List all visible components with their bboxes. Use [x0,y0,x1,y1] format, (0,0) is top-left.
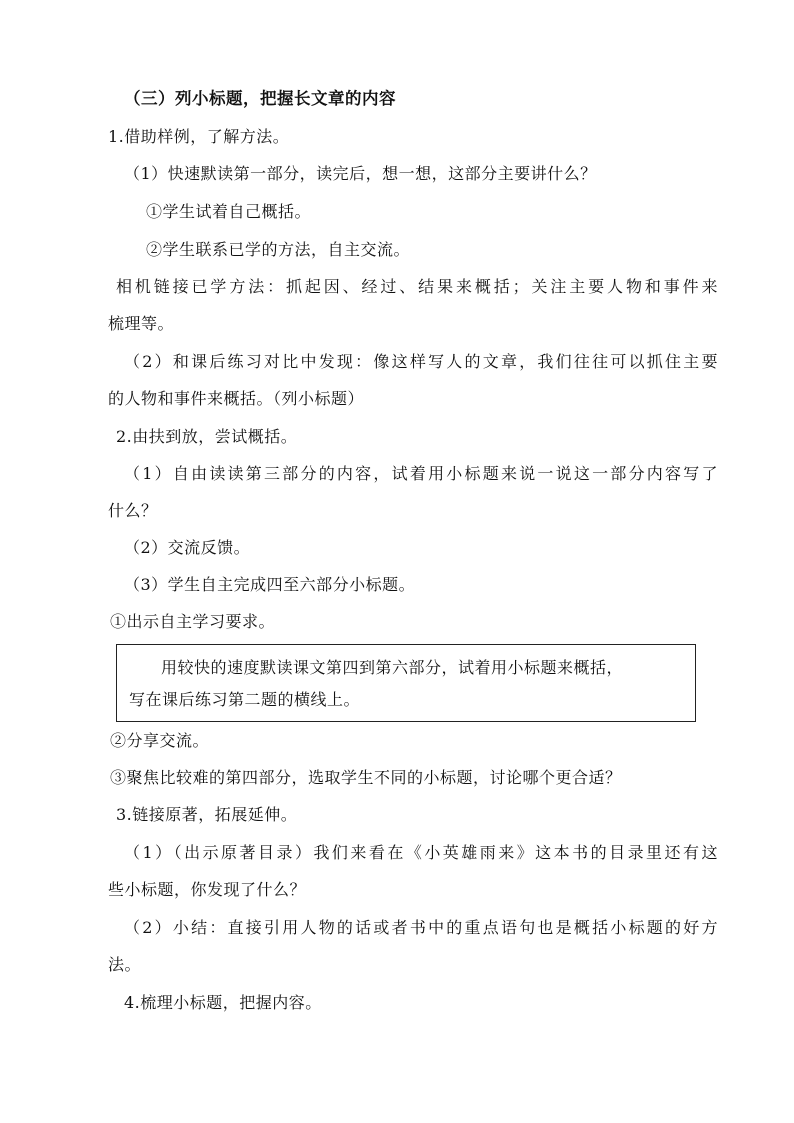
paragraph-3-2-line-1: （2）小结：直接引用人物的话或者书中的重点语句也是概括小标题的好方 [124,918,718,937]
paragraph-1-2-line-2: 的人物和事件来概括。（列小标题） [108,389,365,408]
paragraph-step-2: 2.由扶到放，尝试概括。 [116,427,298,446]
section-heading: （三）列小标题，把握长文章的内容 [124,89,396,108]
paragraph-step-4: 4.梳理小标题，把握内容。 [124,993,322,1012]
paragraph-2-1-line-2: 什么？ [108,501,158,520]
paragraph-2-2: （2）交流反馈。 [124,538,251,557]
paragraph-2-3-a: ①出示自主学习要求。 [110,612,276,631]
paragraph-3-1-line-2: 些小标题，你发现了什么？ [108,880,307,899]
paragraph-step-1: 1.借助样例，了解方法。 [108,127,290,146]
paragraph-3-1-line-1: （1）（出示原著目录）我们来看在《小英雄雨来》这本书的目录里还有这 [124,843,718,862]
paragraph-2-1-line-1: （1）自由读读第三部分的内容，试着用小标题来说一说这一部分内容写了 [124,464,718,483]
paragraph-method-line-2: 梳理等。 [108,314,175,333]
paragraph-method-line-1: 相机链接已学方法：抓起因、经过、结果来概括；关注主要人物和事件来 [116,277,718,296]
paragraph-1-2-line-1: （2）和课后练习对比中发现：像这样写人的文章，我们往往可以抓住主要 [124,352,718,371]
learning-requirement-box [116,644,696,722]
box-line-1: 用较快的速度默读课文第四到第六部分，试着用小标题来概括， [161,658,624,677]
box-line-2: 写在课后练习第二题的横线上。 [129,690,361,709]
paragraph-1-1: （1）快速默读第一部分，读完后，想一想，这部分主要讲什么？ [124,164,597,183]
paragraph-step-3: 3.链接原著，拓展延伸。 [116,805,298,824]
paragraph-1-1-a: ①学生试着自己概括。 [146,202,312,221]
paragraph-2-3-b: ②分享交流。 [110,731,210,750]
paragraph-2-3-c: ③聚焦比较难的第四部分，选取学生不同的小标题，讨论哪个更合适？ [110,768,622,787]
paragraph-2-3: （3）学生自主完成四至六部分小标题。 [124,575,416,594]
paragraph-1-1-b: ②学生联系已学的方法，自主交流。 [146,240,411,259]
paragraph-3-2-line-2: 法。 [108,955,142,974]
